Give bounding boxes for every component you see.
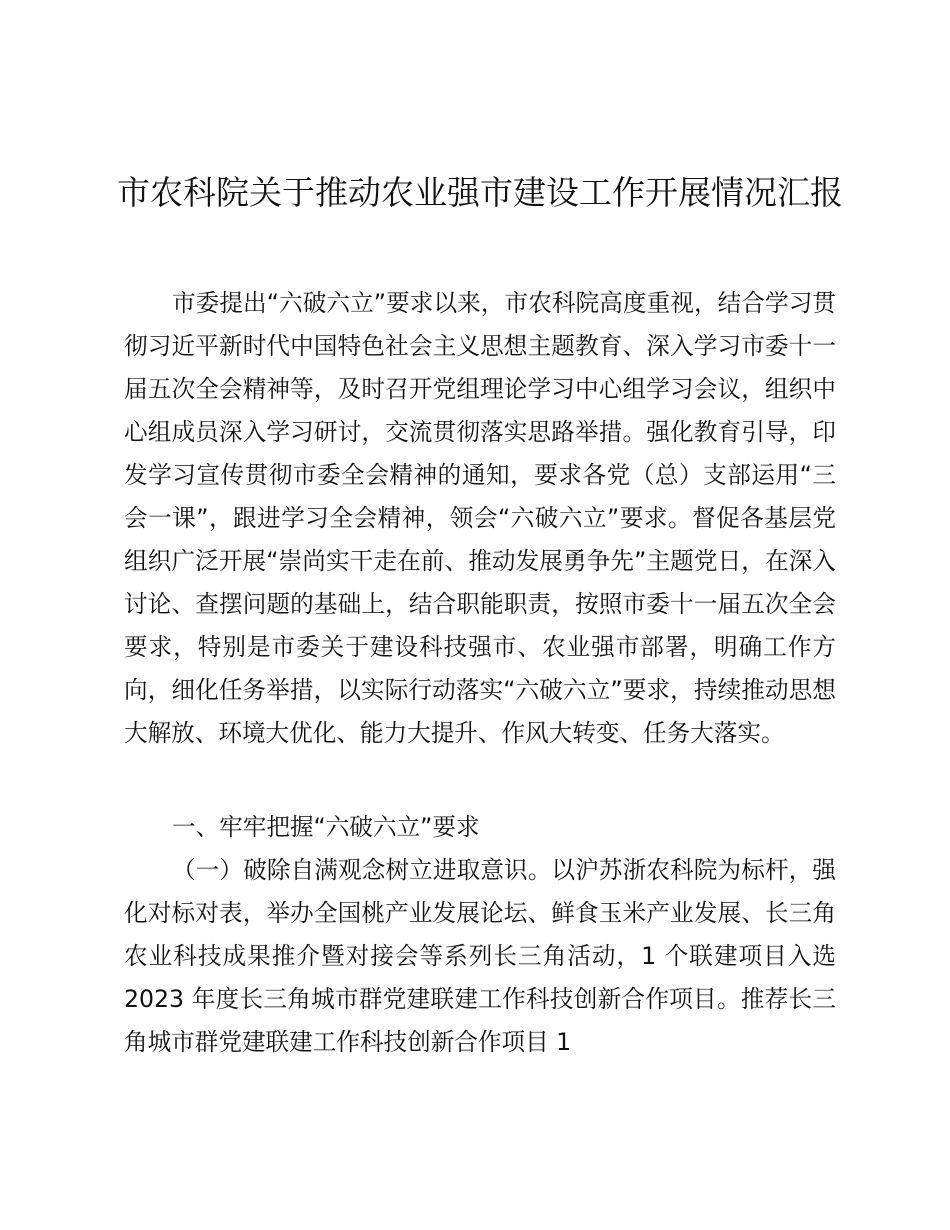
document-title: 市农科院关于推动农业强市建设工作开展情况汇报 bbox=[117, 173, 843, 212]
paragraph-intro: 市委提出“六破六立”要求以来，市农科院高度重视，结合学习贯彻习近平新时代中国特色社会主义思想主题教育、深入学习市委十一届五次全会精神等，及时召开党组理论学习中心组学习会议，组织中心组成员深入学习研讨，交流贯彻落实思路举措。强化教育引导，印发学习宣传贯彻市委全会精神的通知，要求各党（总）支部运用“三会一课”，跟进学习全会精神，领会“六破六立”要求。督促各基层党组织广泛开展“崇尚实干走在前、推动发展勇争先”主题党日，在深入讨论、查摆问题的基础上，结合职能职责，按照市委十一届五次全会要求，特别是市委关于建设科技强市、农业强市部署，明确工作方向，细化任务举措，以实际行动落实“六破六立”要求，持续推动思想大解放、环境大优化、能力大提升、作风大转变、任务大落实。 bbox=[124, 289, 836, 747]
section-heading-1: 一、牢牢把握“六破六立”要求 bbox=[172, 813, 480, 841]
paragraph-subsection-1: （一）破除自满观念树立进取意识。以沪苏浙农科院为标杆，强化对标对表，举办全国桃产业发展论坛、鲜食玉米产业发展、长三角农业科技成果推介暨对接会等系列长三角活动，1 个联建项目入选 2023 年度长三角城市群党建联建工作科技创新合作项目。推荐长三角城市群党建联建工作科技创新合作项目 1 bbox=[124, 856, 836, 1056]
